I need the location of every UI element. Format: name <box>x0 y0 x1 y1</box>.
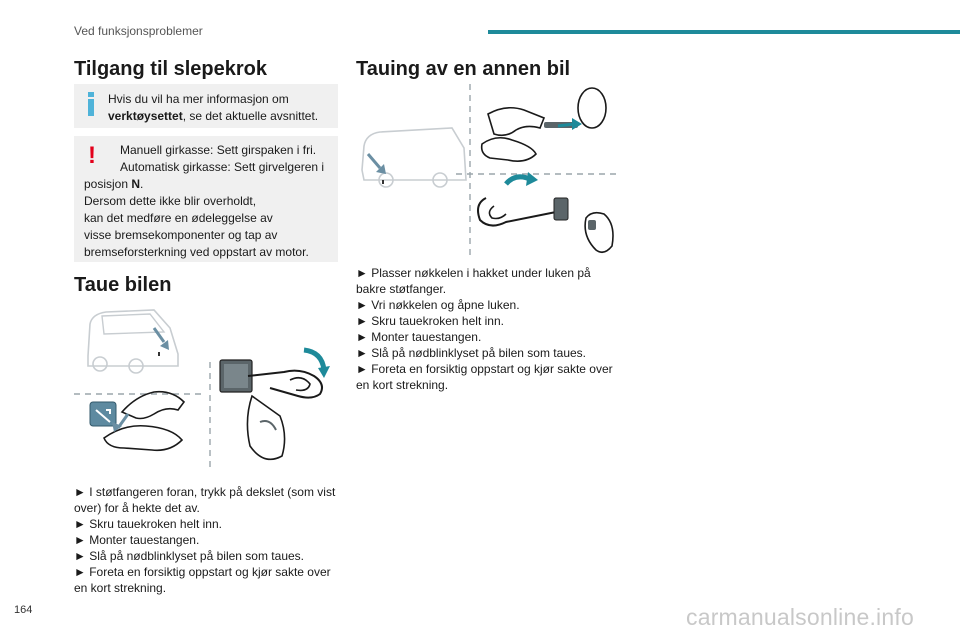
info-note <box>74 84 338 128</box>
rear-tow-hook-illustration <box>356 84 620 260</box>
warning-line5: kan det medføre en ødeleggelse av <box>84 211 273 225</box>
warning-line2: Automatisk girkasse: Sett girvelgeren i <box>120 160 325 174</box>
step-item: ► Foreta en forsiktig oppstart og kjør sakte over en kort strekning. <box>74 565 331 595</box>
step-item: ► Slå på nødblinklyset på bilen som taues. <box>356 346 586 360</box>
warning-line1: Manuell girkasse: Sett girspaken i fri. <box>120 143 317 157</box>
info-icon <box>88 92 94 116</box>
info-note-bold: verktøysettet <box>108 109 183 123</box>
front-tow-hook-illustration <box>74 306 338 472</box>
warning-note <box>74 136 338 262</box>
info-note-rest: , se det aktuelle avsnittet. <box>182 109 319 123</box>
info-note-line1: Hvis du vil ha mer informasjon om <box>108 92 289 106</box>
page-number: 164 <box>14 604 33 616</box>
section-heading-tow-other: Tauing av en annen bil <box>356 58 571 80</box>
tow-vehicle-steps <box>74 484 342 596</box>
header-accent-bar <box>488 30 960 34</box>
step-item: ► Monter tauestangen. <box>74 533 200 547</box>
step-item: ► Foreta en forsiktig oppstart og kjør sakte over en kort strekning. <box>356 362 613 392</box>
step-item: ► Plasser nøkkelen i hakket under luken på bakre støtfanger. <box>356 266 591 296</box>
step-item: ► Slå på nødblinklyset på bilen som taues. <box>74 549 304 563</box>
running-header: Ved funksjonsproblemer <box>74 24 203 38</box>
warning-line6: visse bremsekomponenter og tap av <box>84 228 278 242</box>
warning-line3a: posisjon <box>84 177 132 191</box>
warning-icon: ! <box>88 142 96 169</box>
step-item: ► Vri nøkkelen og åpne luken. <box>356 298 520 312</box>
step-item: ► Monter tauestangen. <box>356 330 482 344</box>
warning-line3b: N <box>131 177 141 191</box>
warning-line7: bremseforsterkning ved oppstart av motor. <box>84 245 309 259</box>
warning-line4: Dersom dette ikke blir overholdt, <box>84 194 257 208</box>
step-item: ► Skru tauekroken helt inn. <box>74 517 222 531</box>
watermark: carmanualsonline.info <box>686 604 914 630</box>
tow-other-steps <box>356 265 624 393</box>
warning-line3c: . <box>140 177 144 191</box>
step-item: ► I støtfangeren foran, trykk på dekslet (som vist over) for å hekte det av. <box>74 485 336 515</box>
step-item: ► Skru tauekroken helt inn. <box>356 314 504 328</box>
section-heading-hitch-access: Tilgang til slepekrok <box>74 58 268 80</box>
section-heading-tow-vehicle: Taue bilen <box>74 274 172 296</box>
